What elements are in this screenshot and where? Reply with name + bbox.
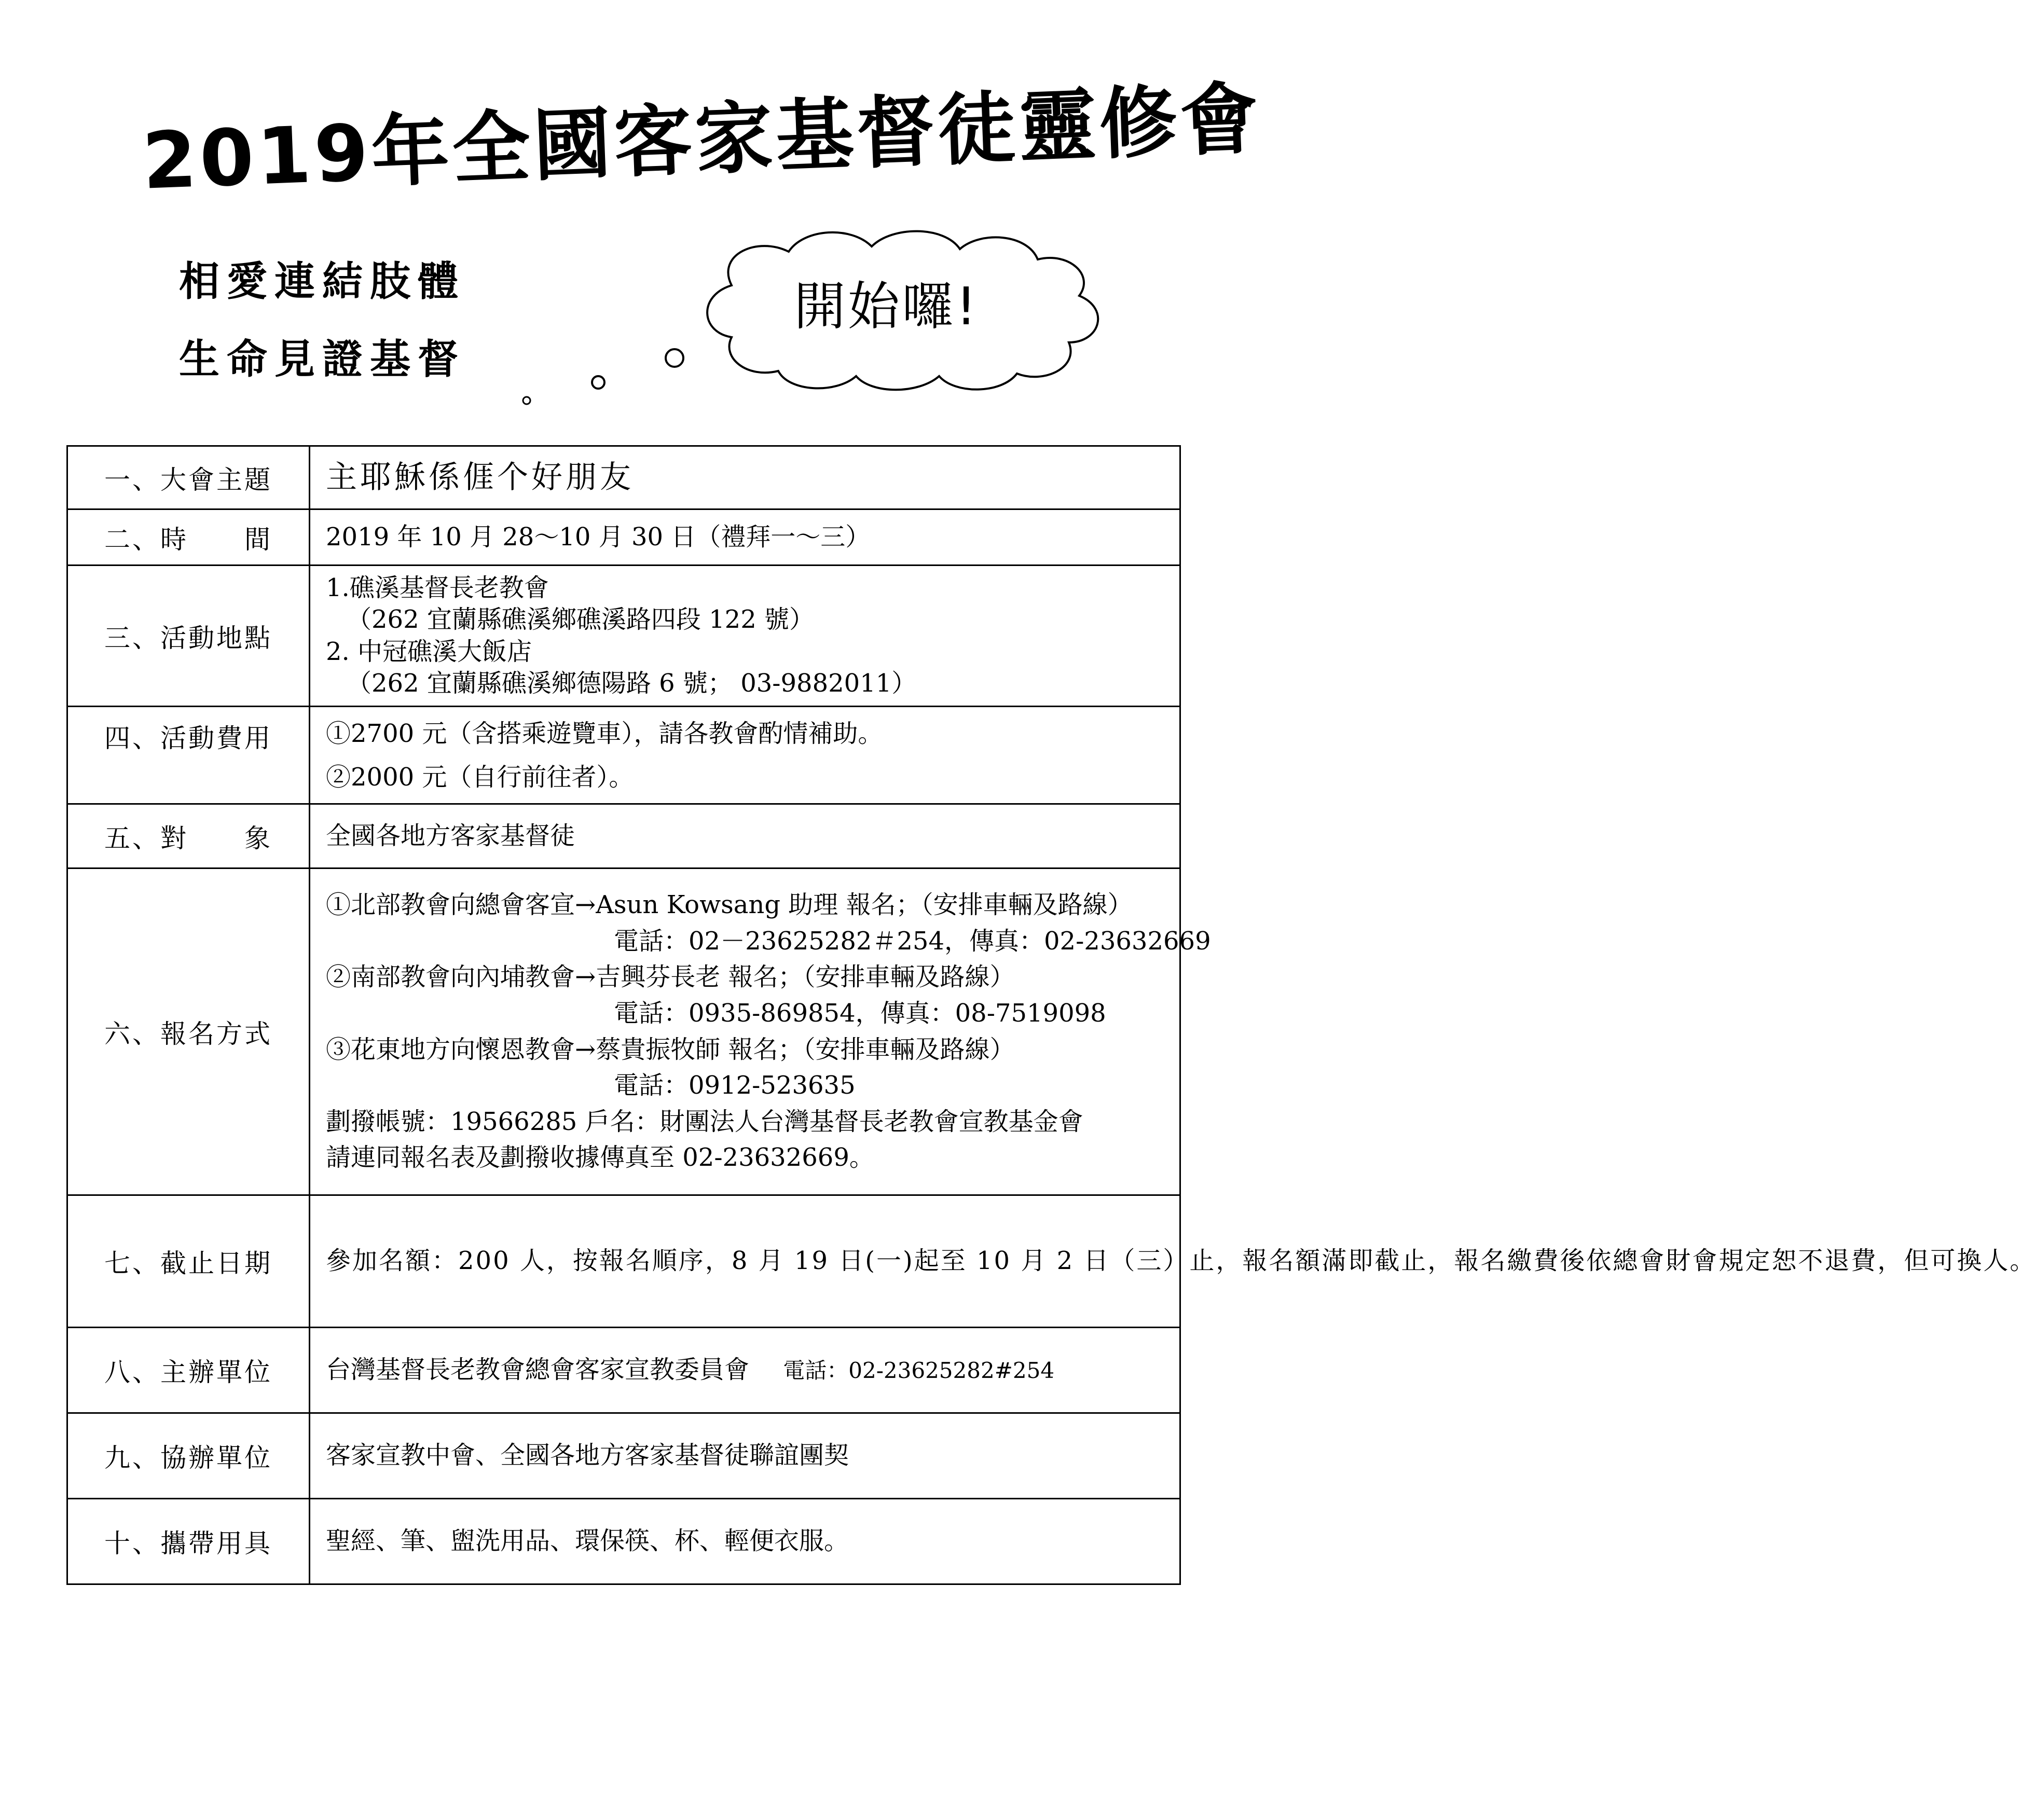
registration-north-phone: 電話：02－23625282＃254，傳真：02-23632669 xyxy=(614,926,1211,956)
registration-east: ③花東地方向懷恩教會→蔡貴振牧師 報名；（安排車輛及路線） xyxy=(326,1035,1015,1064)
registration-north: ①北部教會向總會客宣→Asun Kowsang 助理 報名；（安排車輛及路線） xyxy=(326,890,1133,920)
row-content xyxy=(310,804,1180,868)
row-label: 七、截止日期 xyxy=(67,1195,310,1328)
deadline-text: 參加名額：200 人，按報名順序，8 月 19 日(一)起至 10 月 2 日（三）止，報名額滿即截止，報名繳費後依總會財會規定恕不退費，但可換人。 xyxy=(326,1246,2036,1276)
table-row xyxy=(67,566,1180,707)
registration-south-phone: 電話：0935-869854，傳真：08-7519098 xyxy=(614,998,1106,1028)
row-label: 一、大會主題 xyxy=(67,446,310,509)
organizer-name: 台灣基督長老教會總會客家宣教委員會 xyxy=(326,1355,750,1385)
table-row xyxy=(67,1328,1180,1413)
row-content xyxy=(310,509,1180,566)
table-row xyxy=(67,446,1180,509)
slogan-line-2: 生命見證基督 xyxy=(179,336,466,383)
fax-instruction: 請連同報名表及劃撥收據傳真至 02-23632669。 xyxy=(326,1143,874,1173)
row-content xyxy=(310,566,1180,707)
co-organizer-text: 客家宣教中會、全國各地方客家基督徒聯誼團契 xyxy=(326,1441,849,1470)
table-row xyxy=(67,1499,1180,1584)
theme-text: 主耶穌係𠊎个好朋友 xyxy=(326,459,634,495)
audience-text: 全國各地方客家基督徒 xyxy=(326,821,575,850)
table-row xyxy=(67,509,1180,566)
bubble-text: 開始囉! xyxy=(794,276,979,337)
fee-option-1: ①2700 元（含搭乘遊覽車），請各教會酌情補助。 xyxy=(326,719,883,748)
thought-dots xyxy=(514,342,690,410)
table-row xyxy=(67,1195,1180,1328)
row-content xyxy=(310,868,1211,1195)
row-content xyxy=(310,446,1180,509)
row-content xyxy=(310,1413,1180,1499)
table-row xyxy=(67,1413,1180,1499)
row-label: 五、對 象 xyxy=(67,804,310,868)
venue-1-address: （262 宜蘭縣礁溪鄉礁溪路四段 122 號） xyxy=(347,605,815,635)
row-content xyxy=(310,1328,1180,1413)
organizer-phone: 電話：02-23625282#254 xyxy=(783,1358,1055,1384)
row-content xyxy=(310,1499,1180,1584)
row-label: 十、攜帶用具 xyxy=(67,1499,310,1584)
items-text: 聖經、筆、盥洗用品、環保筷、杯、輕便衣服。 xyxy=(326,1526,849,1556)
fee-option-2: ②2000 元（自行前往者）。 xyxy=(326,762,634,792)
row-label: 三、活動地點 xyxy=(67,566,310,707)
venue-1: 1.礁溪基督長老教會 xyxy=(326,573,549,602)
table-row xyxy=(67,868,1180,1195)
row-label: 九、協辦單位 xyxy=(67,1413,310,1499)
venue-2-address: （262 宜蘭縣礁溪鄉德陽路 6 號； 03-9882011） xyxy=(347,668,917,698)
page-title: 2019年全國客家基督徒靈修會 xyxy=(141,74,1263,207)
slogan-line-1: 相愛連結肢體 xyxy=(179,258,466,305)
event-info-table xyxy=(66,445,2036,1585)
time-text: 2019 年 10 月 28～10 月 30 日（禮拜一～三） xyxy=(326,522,871,551)
venue-2: 2. 中冠礁溪大飯店 xyxy=(326,637,532,666)
registration-east-phone: 電話：0912-523635 xyxy=(614,1071,856,1100)
row-content xyxy=(310,1195,2036,1328)
row-label: 二、時 間 xyxy=(67,509,310,566)
row-label: 六、報名方式 xyxy=(67,868,310,1195)
registration-south: ②南部教會向內埔教會→吉興芬長老 報名；（安排車輛及路線） xyxy=(326,962,1015,992)
table-row xyxy=(67,707,1180,804)
bank-account: 劃撥帳號：19566285 戶名：財團法人台灣基督長老教會宣教基金會 xyxy=(326,1107,1083,1136)
row-label: 八、主辦單位 xyxy=(67,1328,310,1413)
table-row xyxy=(67,804,1180,868)
row-label: 四、活動費用 xyxy=(67,707,310,804)
row-content xyxy=(310,707,1180,804)
